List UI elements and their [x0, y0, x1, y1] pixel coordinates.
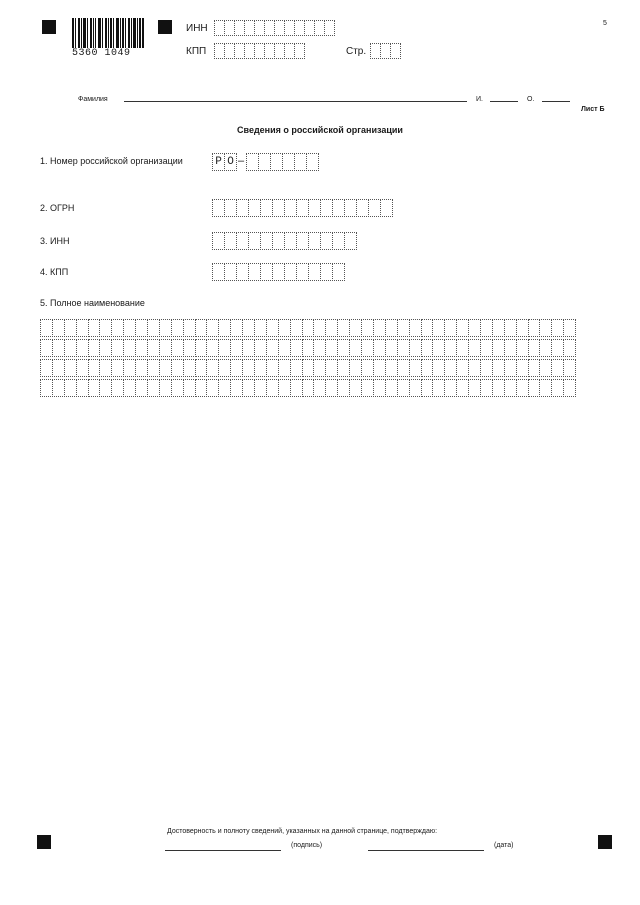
inn-label: 3. ИНН: [40, 236, 70, 246]
full-name-grid[interactable]: [40, 319, 614, 399]
name-initial-label: И.: [476, 96, 483, 103]
surname-line[interactable]: [124, 101, 467, 102]
kpp-cell[interactable]: [332, 263, 345, 281]
ogrn-label: 2. ОГРН: [40, 203, 75, 213]
sheet-label: Лист Б: [581, 106, 605, 113]
inn-cells[interactable]: [212, 232, 356, 250]
date-caption: (дата): [494, 842, 514, 849]
org-prefix-cell[interactable]: Р: [212, 153, 225, 171]
page-number-cell[interactable]: [390, 43, 401, 59]
full-name-row[interactable]: [40, 379, 614, 395]
full-name-row[interactable]: [40, 319, 614, 335]
page-title: Сведения о российской организации: [237, 125, 403, 135]
page-number-cells[interactable]: [370, 43, 400, 59]
surname-label: Фамилия: [78, 96, 108, 103]
kpp-label: 4. КПП: [40, 267, 69, 277]
kpp-cells[interactable]: [212, 263, 344, 281]
full-name-row[interactable]: [40, 359, 614, 375]
corner-marker-top-left: [42, 20, 56, 34]
page-label: Стр.: [346, 46, 367, 57]
full-name-cell[interactable]: [563, 379, 576, 397]
org-number-label: 1. Номер российской организации: [40, 156, 183, 166]
inn-cell[interactable]: [344, 232, 357, 250]
signature-caption: (подпись): [291, 842, 323, 849]
corner-marker-bottom-left: [37, 835, 51, 849]
confirmation-text: Достоверность и полноту сведений, указанных на данной странице, подтверждаю:: [167, 828, 438, 835]
ogrn-cells[interactable]: [212, 199, 392, 217]
header-inn-cells[interactable]: [214, 20, 334, 36]
name-initial-line[interactable]: [490, 101, 518, 102]
header-inn-cell[interactable]: [324, 20, 335, 36]
org-number-cell[interactable]: [306, 153, 319, 171]
full-name-cell[interactable]: [563, 359, 576, 377]
corner-marker-bottom-right: [598, 835, 612, 849]
header-kpp-label: КПП: [186, 46, 207, 57]
full-name-label: 5. Полное наименование: [40, 298, 145, 308]
date-line[interactable]: [368, 850, 484, 851]
header-inn-label: ИНН: [186, 23, 208, 34]
header-kpp-cell[interactable]: [294, 43, 305, 59]
full-name-cell[interactable]: [563, 319, 576, 337]
header-kpp-cells[interactable]: [214, 43, 304, 59]
signature-line[interactable]: [165, 850, 281, 851]
patronymic-initial-line[interactable]: [542, 101, 570, 102]
org-number-field[interactable]: [212, 153, 318, 171]
ogrn-cell[interactable]: [380, 199, 393, 217]
full-name-cell[interactable]: [563, 339, 576, 357]
org-prefix-cell[interactable]: О: [224, 153, 237, 171]
full-name-row[interactable]: [40, 339, 614, 355]
patronymic-initial-label: О.: [527, 96, 535, 103]
org-number-separator: –: [238, 155, 245, 167]
corner-marker-top-center: [158, 20, 172, 34]
barcode-number: 5360 1049: [72, 48, 144, 59]
corner-page-number: 5: [603, 20, 607, 27]
